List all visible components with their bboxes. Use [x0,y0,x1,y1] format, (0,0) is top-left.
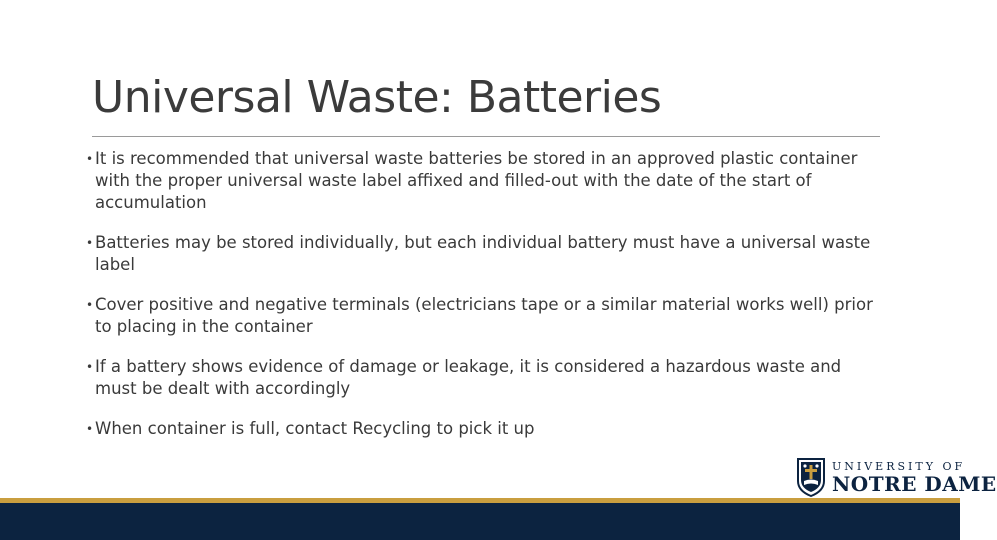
bullet-item [86,148,876,214]
logo-text-line1: UNIVERSITY OF [832,459,966,473]
bullet-text: Batteries may be stored individually, but each individual battery must have a universal waste label [95,233,871,274]
bullet-marker: • [86,298,94,312]
bullet-item [86,294,876,338]
bullet-text: Cover positive and negative terminals (electricians tape or a similar material works well) prior to placing in the container [95,295,873,336]
bullet-marker: • [86,236,94,250]
bullet-list [86,148,876,458]
title-divider [92,136,880,137]
bullet-text: When container is full, contact Recycling to pick it up [95,419,535,438]
notre-dame-seal-icon [796,457,826,497]
slide-title: Universal Waste: Batteries [92,72,662,123]
bullet-text: It is recommended that universal waste batteries be stored in an approved plastic container with the proper universal waste label affixed and filled-out with the date of the start of accumulation [95,149,858,212]
logo-text-line2: NOTRE DAME [832,471,997,496]
footer-navy-bar [0,503,960,540]
bullet-marker: • [86,360,94,374]
bullet-item [86,418,876,440]
bullet-marker: • [86,152,94,166]
bullet-text: If a battery shows evidence of damage or leakage, it is considered a hazardous waste and must be dealt with accordingly [95,357,842,398]
bullet-item [86,356,876,400]
bullet-item [86,232,876,276]
bullet-marker: • [86,422,94,436]
university-logo [796,456,997,498]
